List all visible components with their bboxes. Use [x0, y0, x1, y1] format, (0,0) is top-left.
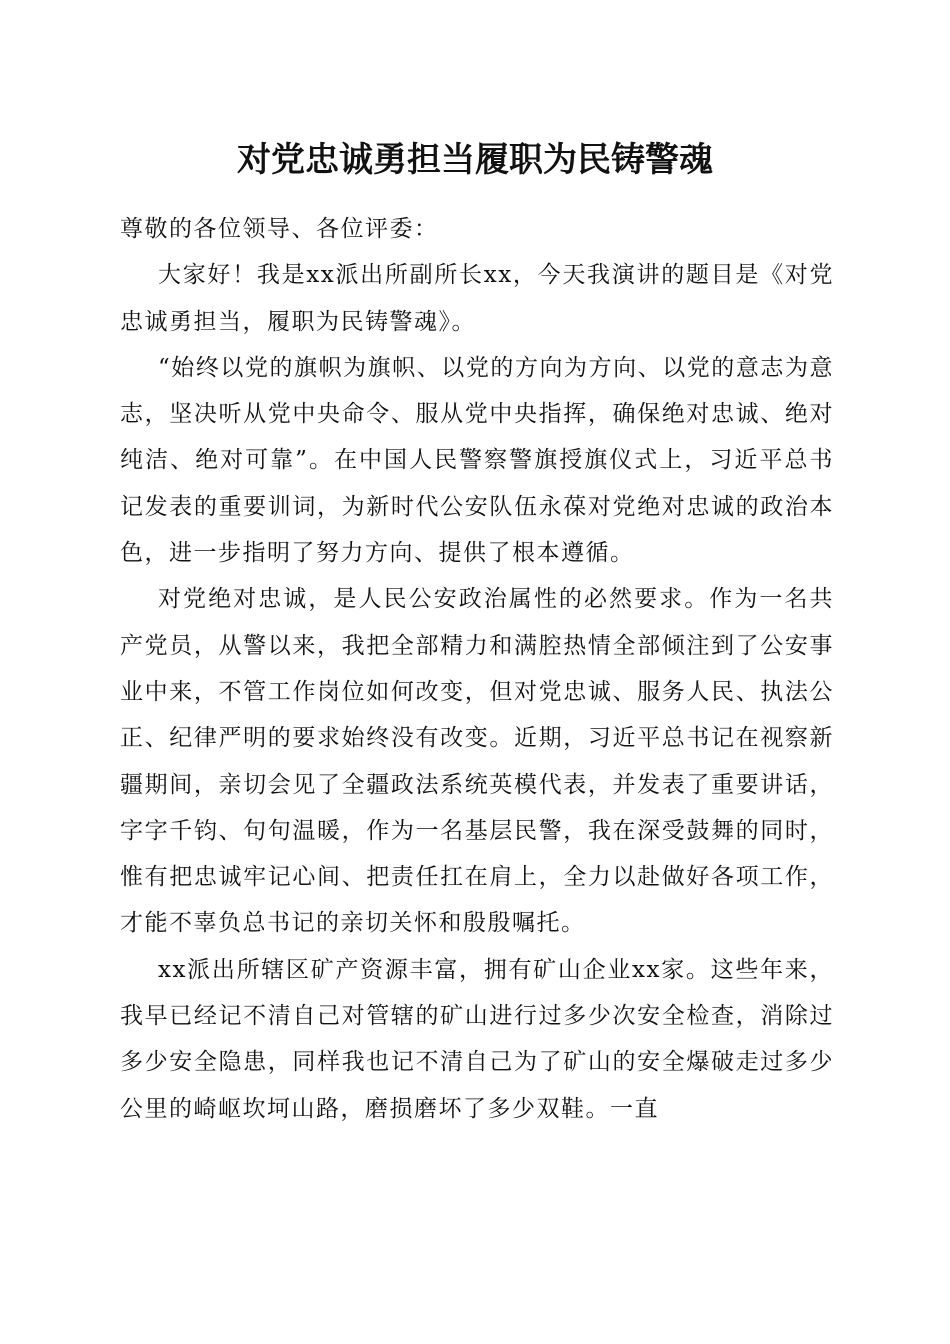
paragraph-loyalty: 对党绝对忠诚，是人民公安政治属性的必然要求。作为一名共产党员，从警以来，我把全部精力和满腔热情全部倾注到了公安事业中来，不管工作岗位如何改变，但对党忠诚、服务人民、执法公正、纪律严明的要求始终没有改变。近期，习近平总书记在视察新疆期间，亲切会见了全疆政法系统英模代表，并发表了重要讲话，字字千钧、句句温暖，作为一名基层民警，我在深受鼓舞的同时，惟有把忠诚牢记心间、把责任扛在肩上，全力以赴做好各项工作，才能不辜负总书记的亲切关怀和殷殷嘱托。 — [120, 586, 834, 937]
salutation: 尊敬的各位领导、各位评委： — [120, 216, 439, 242]
paragraph-mining: xx派出所辖区矿产资源丰富，拥有矿山企业xx家。这些年来，我早已经记不清自己对管辖的矿山进行过多少次安全检查，消除过多少安全隐患，同样我也记不清自己为了矿山的安全爆破走过多少公里的崎岖坎坷山路，磨损磨坏了多少双鞋。一直 — [120, 956, 834, 1122]
paragraph-quote: “始终以党的旗帜为旗帜、以党的方向为方向、以党的意志为意志，坚决听从党中央命令、服从党中央指挥，确保绝对忠诚、绝对纯洁、绝对可靠”。在中国人民警察警旗授旗仪式上，习近平总书记发表的重要训词，为新时代公安队伍永葆对党绝对忠诚的政治本色，进一步指明了努力方向、提供了根本遵循。 — [120, 354, 834, 567]
document-title: 对党忠诚勇担当履职为民铸警魂 — [237, 140, 713, 180]
paragraph-greeting: 大家好！我是xx派出所副所长xx，今天我演讲的题目是《对党忠诚勇担当，履职为民铸警魂》。 — [120, 262, 834, 335]
document-body — [120, 206, 834, 1132]
